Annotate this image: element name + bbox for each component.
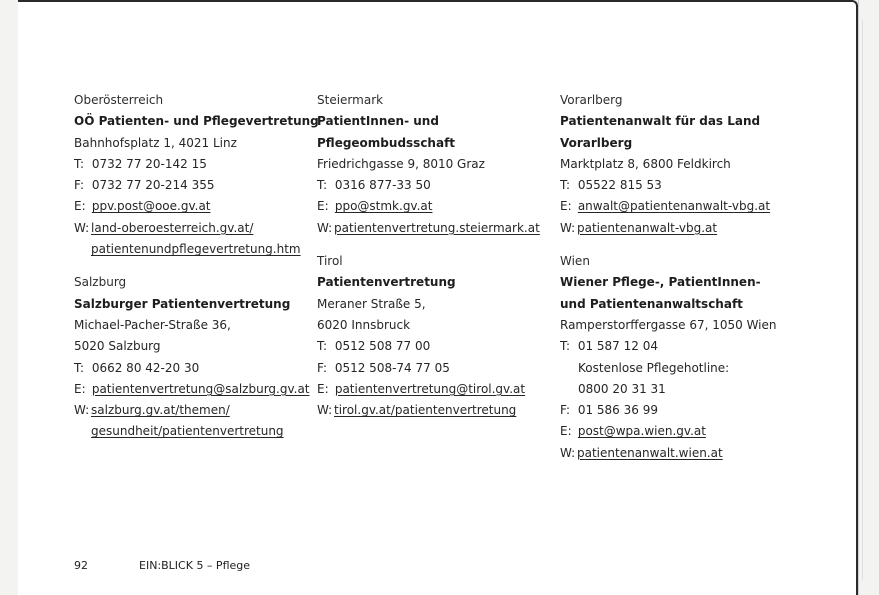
web-link-cont[interactable]: patientenundpflegevertretung.htm — [91, 242, 301, 257]
address: Friedrichgasse 9, 8010 Graz — [317, 156, 485, 171]
email-line — [74, 196, 319, 217]
phone-number: 05522 815 53 — [577, 178, 662, 193]
phone-label: T: — [317, 178, 328, 193]
organization-name-line-2: Vorarlberg — [560, 135, 633, 150]
web-line-cont — [74, 421, 319, 442]
email-line — [74, 379, 319, 400]
organization-name: Salzburger Patientenvertretung — [74, 296, 291, 311]
fax-label: F: — [74, 178, 85, 193]
email-link[interactable]: patientenvertretung@salzburg.gv.at — [91, 381, 310, 396]
phone-label: T: — [74, 156, 85, 171]
web-line — [74, 218, 319, 239]
contact-block-wien — [560, 251, 777, 464]
organization-name-line-2: Pflegeombudsschaft — [317, 135, 456, 150]
page-edge-shadow — [862, 20, 863, 580]
column-1 — [74, 90, 319, 443]
hotline-label: Kostenlose Pflegehotline: — [578, 360, 730, 375]
phone-line — [74, 154, 319, 175]
phone-line — [317, 175, 540, 196]
email-line — [560, 196, 777, 217]
organization-name: Wiener Pflege-, PatientInnen- — [560, 275, 761, 290]
phone-label: T: — [560, 178, 571, 193]
address-line-2: 6020 Innsbruck — [317, 317, 411, 332]
phone-number: 0732 77 20-142 15 — [91, 156, 207, 171]
phone-number: 0316 877-33 50 — [334, 178, 431, 193]
web-link[interactable]: patientenanwalt.wien.at — [577, 445, 723, 460]
publication-title: EIN:BLICK 5 – Pflege — [139, 559, 251, 572]
fax-line — [74, 175, 319, 196]
web-link[interactable]: patientenvertretung.steiermark.at — [334, 220, 540, 235]
contact-block-salzburg — [74, 272, 319, 442]
web-label: W: — [74, 403, 90, 418]
organization-name: PatientInnen- und — [317, 114, 439, 129]
email-label: E: — [560, 199, 572, 214]
web-link[interactable]: salzburg.gv.at/themen/ — [91, 403, 230, 418]
address-line-2: 5020 Salzburg — [74, 339, 161, 354]
page-number: 92 — [74, 559, 88, 572]
address: Bahnhofsplatz 1, 4021 Linz — [74, 135, 237, 150]
web-link[interactable]: tirol.gv.at/patientenvertretung — [334, 403, 517, 418]
email-label: E: — [560, 424, 572, 439]
fax-line — [560, 400, 777, 421]
web-line — [317, 218, 540, 239]
region-name: Salzburg — [74, 275, 127, 290]
web-line — [317, 400, 540, 421]
web-line — [560, 218, 777, 239]
contact-block-oberoesterreich — [74, 90, 319, 260]
region-name: Wien — [560, 254, 590, 269]
phone-label: T: — [560, 339, 571, 354]
web-label: W: — [560, 445, 576, 460]
email-label: E: — [74, 199, 86, 214]
contact-block-tirol — [317, 251, 540, 421]
web-label: W: — [560, 220, 576, 235]
region-name: Oberösterreich — [74, 93, 164, 107]
fax-label: F: — [560, 403, 571, 418]
email-label: E: — [317, 199, 329, 214]
email-link[interactable]: ppv.post@ooe.gv.at — [91, 199, 211, 214]
region-name: Steiermark — [317, 93, 384, 107]
contact-block-vorarlberg — [560, 90, 777, 239]
web-label: W: — [317, 403, 333, 418]
organization-name: Patientenvertretung — [317, 275, 456, 290]
phone-line — [560, 336, 777, 357]
web-link[interactable]: land-oberoesterreich.gv.at/ — [91, 220, 254, 235]
address: Michael-Pacher-Straße 36, — [74, 317, 231, 332]
column-3 — [560, 90, 777, 464]
organization-name-line-2: und Patientenanwaltschaft — [560, 296, 743, 311]
phone-label: T: — [317, 339, 328, 354]
phone-number: 01 587 12 04 — [577, 339, 658, 354]
phone-line — [74, 358, 319, 379]
fax-label: F: — [317, 360, 328, 375]
phone-label: T: — [74, 360, 85, 375]
phone-number: 0662 80 42-20 30 — [91, 360, 200, 375]
region-name: Vorarlberg — [560, 93, 623, 107]
fax-number: 0512 508-74 77 05 — [334, 360, 450, 375]
address: Meraner Straße 5, — [317, 296, 426, 311]
contact-block-steiermark — [317, 90, 540, 239]
email-link[interactable]: ppo@stmk.gv.at — [334, 199, 433, 214]
email-link[interactable]: post@wpa.wien.gv.at — [577, 424, 706, 439]
email-link[interactable]: anwalt@patientenanwalt-vbg.at — [577, 199, 771, 214]
fax-number: 01 586 36 99 — [577, 403, 658, 418]
phone-number: 0512 508 77 00 — [334, 339, 431, 354]
web-link[interactable]: patientenanwalt-vbg.at — [577, 220, 718, 235]
email-line — [317, 379, 540, 400]
organization-name: Patientenanwalt für das Land — [560, 114, 761, 129]
web-link-cont[interactable]: gesundheit/patientenvertretung — [91, 424, 284, 439]
web-line — [74, 400, 319, 421]
email-line — [560, 421, 777, 442]
web-label: W: — [317, 220, 333, 235]
organization-name: OÖ Patienten- und Pflegevertretung — [74, 114, 319, 129]
address: Ramperstorffergasse 67, 1050 Wien — [560, 317, 777, 332]
email-label: E: — [74, 381, 86, 396]
page-edge — [858, 0, 859, 595]
fax-line — [317, 358, 540, 379]
phone-line — [317, 336, 540, 357]
email-label: E: — [317, 381, 329, 396]
email-link[interactable]: patientenvertretung@tirol.gv.at — [334, 381, 526, 396]
fax-number: 0732 77 20-214 355 — [91, 178, 215, 193]
hotline-number: 0800 20 31 31 — [578, 381, 666, 396]
column-2 — [317, 90, 540, 421]
email-line — [317, 196, 540, 217]
web-line — [560, 443, 777, 464]
address: Marktplatz 8, 6800 Feldkirch — [560, 156, 731, 171]
phone-line — [560, 175, 777, 196]
web-line-cont — [74, 239, 319, 260]
region-name: Tirol — [317, 254, 343, 269]
web-label: W: — [74, 220, 90, 235]
